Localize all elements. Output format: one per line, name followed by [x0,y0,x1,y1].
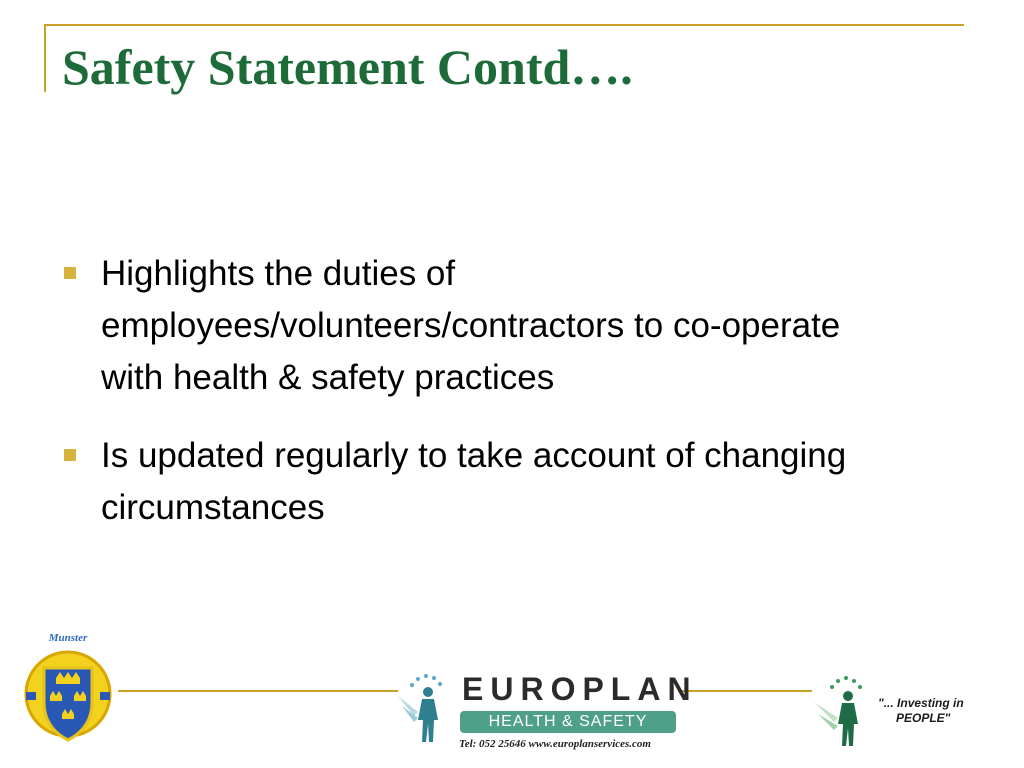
munster-crest-icon [20,632,116,750]
title-frame-left-line [44,24,46,92]
footer-rule-right [678,690,812,692]
bullet-text: Is updated regularly to take account of changing circumstances [101,436,847,527]
footer-rule-left [118,690,398,692]
europlan-logo-subtitle: HEALTH & SAFETY [460,711,676,733]
europlan-contact-line: Tel: 052 25646 www.europlanservices.com [459,738,651,750]
square-bullet-icon [64,267,76,279]
bullet-text: Highlights the duties of employees/volunteers/contractors to co-operate with health & safety practices [101,254,841,397]
europlan-figure-icon [396,672,456,744]
investing-in-people-slogan [878,696,978,726]
europlan-logo-name: EUROPLAN [462,671,698,707]
square-bullet-icon [64,449,76,461]
bullet-item [62,248,882,404]
slogan-line-1: "... Investing in [878,696,964,710]
bullet-item [62,430,882,534]
slide-title: Safety Statement Contd…. [62,39,633,95]
title-frame-top-line [44,24,964,26]
people-figure-icon [812,674,876,750]
bullet-list [62,248,882,560]
slogan-line-2: PEOPLE" [896,711,951,725]
crest-label: Munster [48,632,88,644]
